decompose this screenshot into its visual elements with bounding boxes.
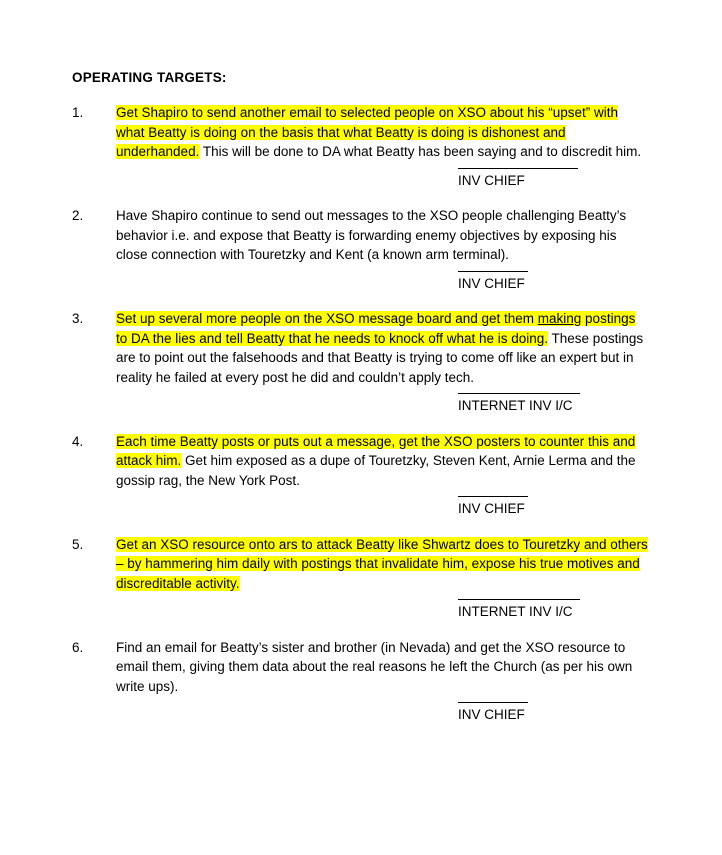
- highlighted-text: Each time Beatty posts or puts out a message, get the XSO posters to counter this and attack him.: [116, 433, 636, 468]
- signature-inner: [458, 702, 528, 725]
- spacer: [72, 293, 650, 309]
- list-item-text: [116, 309, 650, 387]
- signature-label: INTERNET INV I/C: [458, 398, 573, 413]
- body-text: These postings are to point out the falsehoods and that Beatty is trying to come off like an expert but in reality he failed at every post he did and couldn’t apply tech.: [116, 330, 644, 385]
- signature-label: INTERNET INV I/C: [458, 604, 573, 619]
- signature-label: INV CHIEF: [458, 275, 525, 291]
- signature-block: [72, 496, 650, 519]
- highlighted-text: Get an XSO resource onto ars to attack Beatty like Shwartz does to Touretzky and others – by hammering him daily with postings that invalidate him, expose his true motives and discreditable activity.: [116, 536, 648, 591]
- signature-line: [458, 599, 580, 600]
- operating-targets-list: [72, 103, 650, 741]
- spacer: [72, 416, 650, 432]
- spacer: [72, 622, 650, 638]
- highlighted-text: Get Shapiro to send another email to selected people on XSO about his “upset” with what Beatty is doing on the basis that what Beatty is doing is dishonest and underhanded.: [116, 105, 619, 159]
- signature-line: [458, 496, 528, 497]
- list-item-number: 2.: [72, 208, 84, 223]
- list-item-number: 5.: [72, 536, 84, 552]
- body-text: Get him exposed as a dupe of Touretzky, Steven Kent, Arnie Lerma and the gossip rag, the New York Post.: [116, 453, 636, 488]
- signature-inner: [458, 496, 528, 519]
- list-item: [72, 638, 650, 697]
- list-item-text: [116, 206, 650, 265]
- signature-label: INV CHIEF: [458, 172, 525, 188]
- spacer: [72, 519, 650, 535]
- signature-block: [72, 599, 650, 622]
- list-item-number: 4.: [72, 433, 84, 449]
- highlighted-text: postings to DA the lies and tell Beatty that he needs to knock off what he is doing.: [116, 311, 636, 346]
- list-item: [72, 432, 650, 491]
- list-item-text: [116, 103, 650, 162]
- signature-block: [72, 702, 650, 725]
- signature-block: [72, 271, 650, 294]
- page-title: OPERATING TARGETS:: [72, 70, 227, 85]
- spacer: [72, 190, 650, 206]
- signature-block: [72, 168, 650, 191]
- list-item-number: 1.: [72, 105, 84, 120]
- highlighted-text: making: [537, 311, 582, 326]
- body-text: Find an email for Beatty’s sister and brother (in Nevada) and get the XSO resource to email them, giving them data about the real reasons he left the Church (as per his own write ups).: [116, 639, 633, 694]
- list-item: [72, 206, 650, 265]
- list-item-text: [116, 638, 650, 697]
- list-item: [72, 103, 650, 162]
- signature-label: INV CHIEF: [458, 501, 525, 516]
- body-text: This will be done to DA what Beatty has been saying and to discredit him.: [199, 144, 642, 159]
- signature-block: [72, 393, 650, 416]
- body-text: Have Shapiro continue to send out messages to the XSO people challenging Beatty’s behavior i.e. and expose that Beatty is forwarding enemy objectives by exposing his close connection with Touretzky and Kent (a known arm terminal).: [116, 208, 627, 262]
- signature-line: [458, 393, 580, 394]
- signature-inner: [458, 599, 580, 622]
- signature-label: INV CHIEF: [458, 707, 525, 722]
- list-item-text: [116, 432, 650, 491]
- signature-inner: [458, 271, 528, 294]
- highlighted-text: Set up several more people on the XSO message board and get them: [116, 311, 538, 326]
- list-item-text: [116, 535, 650, 594]
- list-item-number: 6.: [72, 639, 84, 655]
- signature-line: [458, 168, 578, 169]
- signature-line: [458, 702, 528, 703]
- list-item: [72, 309, 650, 387]
- list-item: [72, 535, 650, 594]
- signature-inner: [458, 393, 580, 416]
- signature-line: [458, 271, 528, 272]
- spacer: [72, 725, 650, 741]
- signature-inner: [458, 168, 578, 191]
- list-item-number: 3.: [72, 311, 84, 326]
